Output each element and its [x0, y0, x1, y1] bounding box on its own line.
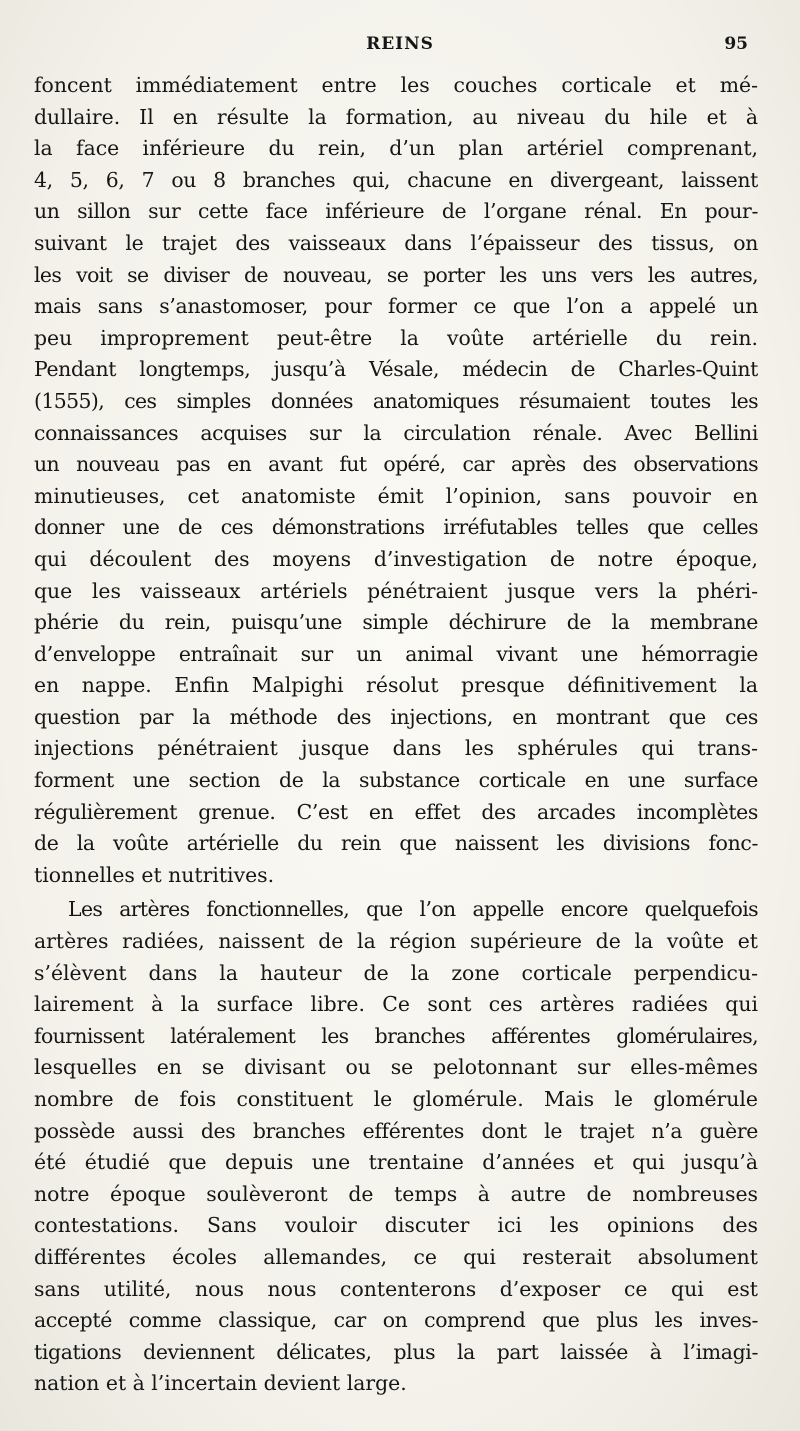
text-line: accepté comme classique, car on comprend que plus les inves- — [34, 1308, 758, 1333]
text-line: la face inférieure du rein, d’un plan artériel comprenant, — [34, 136, 758, 161]
text-line: que les vaisseaux artériels pénétraient jusque vers la phéri- — [34, 578, 758, 603]
text-line: lairement à la surface libre. Ce sont ces artères radiées qui — [34, 992, 758, 1017]
text-line: injections pénétraient jusque dans les sphérules qui trans- — [34, 736, 758, 761]
text-line: Pendant longtemps, jusqu’à Vésale, médecin de Charles-Quint — [34, 357, 758, 382]
text-line: en nappe. Enfin Malpighi résolut presque définitivement la — [34, 673, 758, 698]
body-text — [34, 70, 758, 1400]
text-line: s’élèvent dans la hauteur de la zone corticale perpendicu- — [34, 960, 758, 985]
chapter-title: REINS — [366, 34, 434, 54]
text-line: les voit se diviser de nouveau, se porter les uns vers les autres, — [34, 262, 758, 287]
text-line: dullaire. Il en résulte la formation, au niveau du hile et à — [34, 104, 758, 129]
text-line: régulièrement grenue. C’est en effet des arcades incomplètes — [34, 799, 758, 824]
text-line: un sillon sur cette face inférieure de l’organe rénal. En pour- — [34, 199, 758, 224]
text-line: notre époque soulèveront de temps à autre de nombreuses — [34, 1181, 758, 1206]
text-line: mais sans s’anastomoser, pour former ce que l’on a appelé un — [34, 294, 758, 319]
text-line: qui découlent des moyens d’investigation de notre époque, — [34, 546, 758, 571]
text-line: peu improprement peut-être la voûte artérielle du rein. — [34, 325, 758, 350]
paragraph-1 — [34, 70, 758, 891]
text-line: tionnelles et nutritives. — [34, 862, 275, 887]
text-line: différentes écoles allemandes, ce qui resterait absolument — [34, 1244, 758, 1269]
text-line: (1555), ces simples données anatomiques résumaient toutes les — [34, 388, 758, 413]
text-line: fournissent latéralement les branches afférentes glomérulaires, — [34, 1023, 758, 1048]
text-line: connaissances acquises sur la circulation rénale. Avec Bellini — [34, 420, 758, 445]
text-line: foncent immédiatement entre les couches corticale et mé- — [34, 73, 758, 97]
text-line: été étudié que depuis une trentaine d’années et qui jusqu’à — [34, 1150, 758, 1175]
running-head — [0, 34, 800, 58]
text-line: suivant le trajet des vaisseaux dans l’épaisseur des tissus, on — [34, 230, 758, 255]
text-line: question par la méthode des injections, en montrant que ces — [34, 704, 758, 729]
text-line: phérie du rein, puisqu’une simple déchirure de la membrane — [34, 610, 758, 635]
text-line: sans utilité, nous nous contenterons d’exposer ce qui est — [34, 1276, 758, 1301]
text-line: donner une de ces démonstrations irréfutables telles que celles — [34, 515, 758, 540]
text-line: de la voûte artérielle du rein que naissent les divisions fonc- — [34, 831, 758, 856]
text-line: d’enveloppe entraînait sur un animal vivant une hémorragie — [34, 641, 758, 666]
text-line: lesquelles en se divisant ou se pelotonnant sur elles-mêmes — [34, 1055, 758, 1080]
page-number: 95 — [724, 34, 748, 54]
text-line: minutieuses, cet anatomiste émit l’opinion, sans pouvoir en — [34, 483, 758, 508]
text-line: contestations. Sans vouloir discuter ici les opinions des — [34, 1213, 758, 1238]
text-line: nombre de fois constituent le glomérule. Mais le glomérule — [34, 1087, 758, 1111]
text-line: possède aussi des branches efférentes dont le trajet n’a guère — [34, 1118, 758, 1143]
text-line: 4, 5, 6, 7 ou 8 branches qui, chacune en divergeant, laissent — [34, 167, 758, 192]
paragraph-2 — [34, 894, 758, 1400]
text-line: nation et à l’incertain devient large. — [34, 1371, 407, 1396]
text-line: Les artères fonctionnelles, que l’on appelle encore quelquefois — [68, 897, 758, 922]
text-line: artères radiées, naissent de la région supérieure de la voûte et — [34, 929, 758, 954]
text-line: tigations deviennent délicates, plus la part laissée à l’imagi- — [34, 1339, 758, 1364]
text-line: un nouveau pas en avant fut opéré, car après des observations — [34, 452, 758, 477]
text-line: forment une section de la substance corticale en une surface — [34, 768, 758, 793]
